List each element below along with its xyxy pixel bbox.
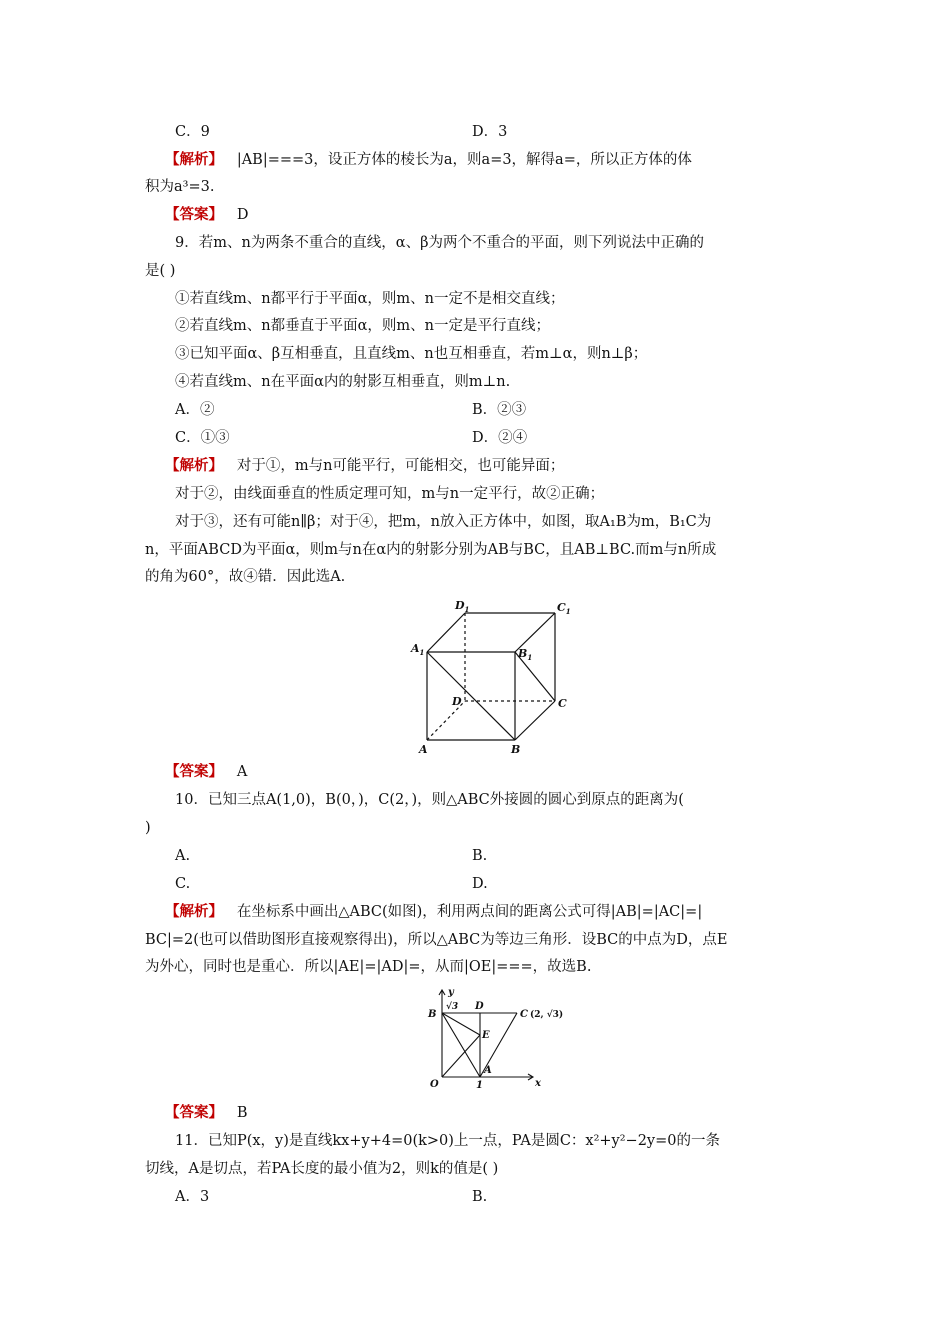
q8-analysis-text: |AB|===3，设正方体的棱长为a，则a=3，解得a=，所以正方体的体 — [236, 152, 692, 168]
label-d: D — [452, 695, 462, 708]
label-d1: $D_1$ — [455, 599, 470, 614]
q10-answer-value: B — [236, 1105, 248, 1121]
q10-analysis-line3: 为外心，同时也是重心．所以|AE|=|AD|=，从而|OE|===，故选B. — [145, 959, 592, 975]
q9-analysis-line3: 对于③，还有可能n∥β；对于④，把m，n放入正方体中，如图，取A₁B为m，B₁C为 — [175, 514, 712, 530]
q10-analysis-line2: BC|=2(也可以借助图形直接观察得出)，所以△ABC为等边三角形．设BC的中点为D，点E — [145, 932, 728, 948]
q9-statement-3: ③已知平面α、β互相垂直，且直线m、n也互相垂直，若m⊥α，则n⊥β； — [175, 346, 648, 362]
axis-x-label: x — [535, 1078, 541, 1089]
analysis-tag: 【解析】 — [165, 151, 223, 168]
q9-option-a: A．② — [175, 402, 215, 418]
point-a-label: A — [484, 1065, 492, 1076]
label-c1: $C_1$ — [557, 601, 571, 616]
cube-figure — [405, 595, 585, 760]
q10-option-c: C. — [175, 876, 191, 892]
q11-stem-line2: 切线，A是切点，若PA长度的最小值为2，则k的值是( ) — [145, 1161, 499, 1177]
q9-statement-4: ④若直线m、n在平面α内的射影互相垂直，则m⊥n. — [175, 374, 511, 390]
q10-option-b: B. — [472, 848, 488, 864]
q8-option-c: C．9 — [175, 124, 210, 140]
label-a1: $A_1$ — [411, 642, 425, 657]
origin-label: O — [430, 1079, 439, 1090]
q11-option-a: A．3 — [175, 1189, 210, 1205]
q10-analysis-text: 在坐标系中画出△ABC(如图)，利用两点间的距离公式可得|AB|=|AC|=| — [236, 904, 703, 920]
q9-analysis-line2: 对于②，由线面垂直的性质定理可知，m与n一定平行，故②正确； — [175, 486, 605, 502]
q9-analysis-line5: 的角为60°，故④错．因此选A. — [145, 569, 346, 585]
q8-option-d: D．3 — [472, 124, 508, 140]
answer-tag: 【答案】 — [165, 763, 223, 780]
label-b1: $B_1$ — [518, 647, 533, 662]
point-b-label: B — [428, 1009, 437, 1020]
coordinate-figure — [412, 985, 572, 1093]
q9-stem-line2: 是( ) — [145, 263, 176, 279]
analysis-tag: 【解析】 — [165, 903, 223, 920]
q9-analysis-line4: n，平面ABCD为平面α，则m与n在α内的射影分别为AB与BC，且AB⊥BC.而m与n所成 — [145, 542, 717, 558]
axis-y-label: y — [448, 987, 454, 998]
label-b: B — [511, 743, 521, 756]
q9-statement-1: ①若直线m、n都平行于平面α，则m、n一定不是相交直线； — [175, 291, 565, 307]
q8-analysis-line2: 积为a³=3. — [145, 179, 215, 195]
q10-answer — [165, 1103, 247, 1123]
q10-stem-line2: ) — [145, 820, 151, 836]
q11-option-b: B. — [472, 1189, 488, 1205]
q10-stem-line1: 10．已知三点A(1,0)，B(0，)，C(2，)，则△ABC外接圆的圆心到原点的距离为( — [175, 792, 684, 808]
label-a: A — [419, 743, 428, 756]
label-c: C — [558, 697, 567, 710]
q9-option-d: D．②④ — [472, 430, 528, 446]
q8-answer — [165, 205, 248, 225]
answer-tag: 【答案】 — [165, 206, 223, 223]
q10-analysis-line1 — [165, 902, 702, 922]
point-e-label: E — [482, 1030, 490, 1041]
answer-tag: 【答案】 — [165, 1104, 223, 1121]
q10-option-d: D. — [472, 876, 488, 892]
sqrt3-label: √3 — [446, 1002, 459, 1012]
q9-analysis-text: 对于①，m与n可能平行，可能相交，也可能异面； — [236, 458, 565, 474]
q11-stem-line1: 11．已知P(x，y)是直线kx+y+4=0(k>0)上一点，PA是圆C：x²+y²−2y=0的一条 — [175, 1133, 720, 1149]
q9-option-b: B．②③ — [472, 402, 527, 418]
analysis-tag: 【解析】 — [165, 457, 223, 474]
q9-stem-line1: 9．若m、n为两条不重合的直线，α、β为两个不重合的平面，则下列说法中正确的 — [175, 235, 704, 251]
point-c-label: C (2, √3) — [520, 1009, 564, 1020]
point-d-label: D — [475, 1001, 484, 1012]
q9-statement-2: ②若直线m、n都垂直于平面α，则m、n一定是平行直线； — [175, 318, 550, 334]
q9-analysis-line1 — [165, 456, 564, 476]
q9-answer — [165, 762, 247, 782]
tick-one-label: 1 — [476, 1080, 483, 1091]
q8-analysis-line1 — [165, 150, 692, 170]
q9-option-c: C．①③ — [175, 430, 230, 446]
q8-answer-value: D — [236, 207, 249, 223]
q10-option-a: A. — [175, 848, 191, 864]
q9-answer-value: A — [236, 764, 248, 780]
